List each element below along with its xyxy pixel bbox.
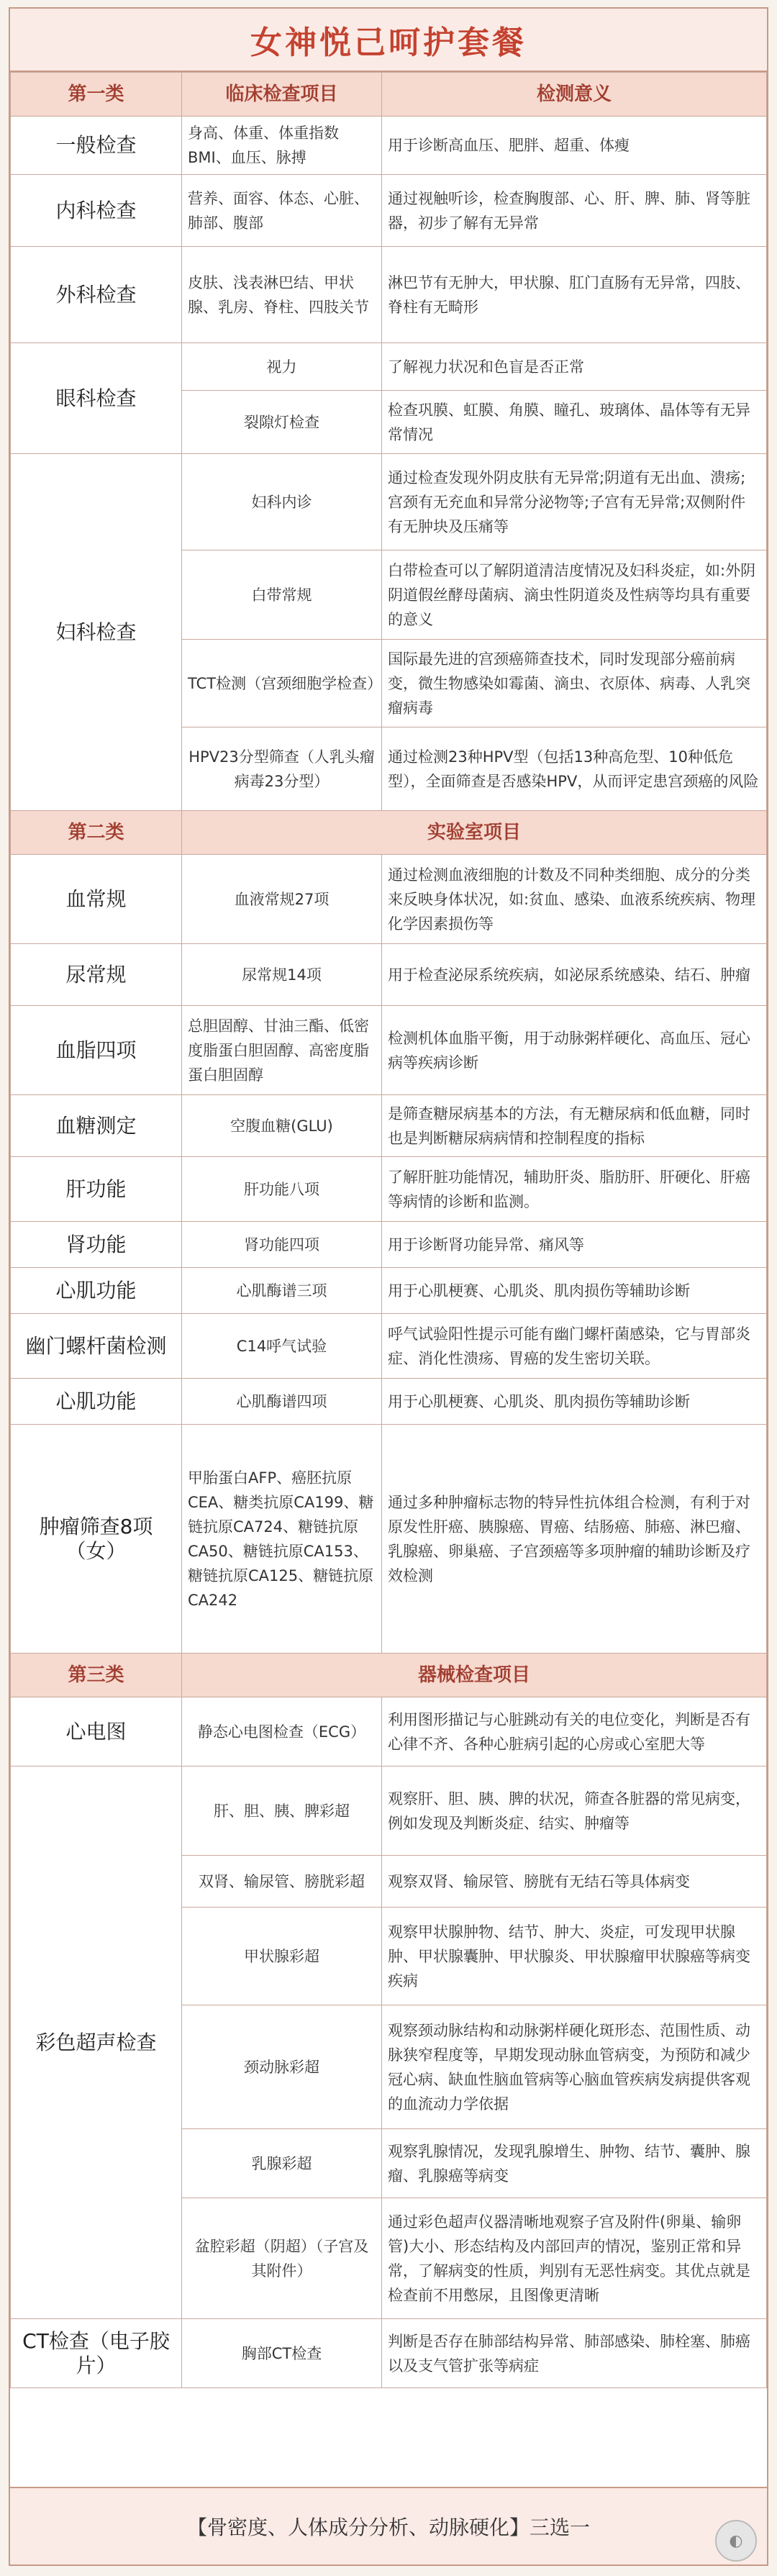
table-row <box>11 1767 767 1856</box>
row-desc: 了解肝脏功能情况，辅助肝炎、脂肪肝、肝硬化、肝癌等病情的诊断和监测。 <box>382 1157 767 1222</box>
header-meaning: 检测意义 <box>382 73 767 117</box>
row-desc: 呼气试验阳性提示可能有幽门螺杆菌感染，它与胃部炎症、消化性溃疡、胃癌的发生密切关联。 <box>382 1314 767 1379</box>
table-row <box>11 1697 767 1767</box>
row-desc: 是筛查糖尿病基本的方法，有无糖尿病和低血糖，同时也是判断糖尿病病情和控制程度的指标 <box>382 1095 767 1157</box>
table-row <box>11 1006 767 1095</box>
row-item: 视力 <box>182 343 382 391</box>
row-category: 彩色超声检查 <box>11 1767 182 2319</box>
row-category: 肿瘤筛查8项（女） <box>11 1425 182 1654</box>
row-item: 妇科内诊 <box>182 454 382 550</box>
row-item: 白带常规 <box>182 550 382 640</box>
row-item: HPV23分型筛查（人乳头瘤病毒23分型） <box>182 727 382 811</box>
row-item: 总胆固醇、甘油三酯、低密度脂蛋白胆固醇、高密度脂蛋白胆固醇 <box>182 1006 382 1095</box>
table-row <box>11 1268 767 1314</box>
row-desc: 通过检测23种HPV型（包括13种高危型、10种低危型），全面筛查是否感染HPV，从而评定患宫颈癌的风险 <box>382 727 767 811</box>
row-item: C14呼气试验 <box>182 1314 382 1379</box>
section-header-row <box>11 1654 767 1697</box>
row-category: 幽门螺杆菌检测 <box>11 1314 182 1379</box>
row-item: 静态心电图检查（ECG） <box>182 1697 382 1767</box>
row-item: 颈动脉彩超 <box>182 2005 382 2129</box>
row-desc: 观察甲状腺肿物、结节、肿大、炎症，可发现甲状腺肿、甲状腺囊肿、甲状腺炎、甲状腺瘤甲状腺癌等病变疾病 <box>382 1908 767 2005</box>
row-item: 裂隙灯检查 <box>182 391 382 454</box>
row-category: 尿常规 <box>11 944 182 1006</box>
row-desc: 观察肝、胆、胰、脾的状况，筛查各脏器的常见病变，例如发现及判断炎症、结实、肿瘤等 <box>382 1767 767 1856</box>
row-desc: 利用图形描记与心脏跳动有关的电位变化，判断是否有心律不齐、各种心脏病引起的心房或心室肥大等 <box>382 1697 767 1767</box>
row-desc: 淋巴节有无肿大，甲状腺、肛门直肠有无异常，四肢、脊柱有无畸形 <box>382 247 767 343</box>
row-category: 外科检查 <box>11 247 182 343</box>
row-desc: 用于诊断肾功能异常、痛风等 <box>382 1222 767 1268</box>
row-category: 心肌功能 <box>11 1268 182 1314</box>
table-row <box>11 2319 767 2388</box>
row-desc: 通过检测血液细胞的计数及不同种类细胞、成分的分类来反映身体状况，如:贫血、感染、血液系统疾病、物理化学因素损伤等 <box>382 855 767 944</box>
row-desc: 用于诊断高血压、肥胖、超重、体瘦 <box>382 117 767 175</box>
table-row <box>11 1095 767 1157</box>
footer-note: 【骨密度、人体成分分析、动脉硬化】三选一 <box>10 2487 767 2564</box>
row-desc: 通过检查发现外阴皮肤有无异常;阴道有无出血、溃疡;宫颈有无充血和异常分泌物等;子宫有无异常;双侧附件有无肿块及压痛等 <box>382 454 767 550</box>
row-desc: 国际最先进的宫颈癌筛查技术，同时发现部分癌前病变，微生物感染如霉菌、滴虫、衣原体、病毒、人乳突瘤病毒 <box>382 640 767 727</box>
row-item: 肝功能八项 <box>182 1157 382 1222</box>
row-desc: 用于检查泌尿系统疾病，如泌尿系统感染、结石、肿瘤 <box>382 944 767 1006</box>
row-item: 甲胎蛋白AFP、癌胚抗原CEA、糖类抗原CA199、糖链抗原CA724、糖链抗原CA50、糖链抗原CA153、糖链抗原CA125、糖链抗原CA242 <box>182 1425 382 1654</box>
row-category: 血糖测定 <box>11 1095 182 1157</box>
checkup-table <box>10 72 767 2388</box>
row-desc: 用于心肌梗赛、心肌炎、肌肉损伤等辅助诊断 <box>382 1379 767 1425</box>
table-row <box>11 1157 767 1222</box>
table-row <box>11 1314 767 1379</box>
section-title: 实验室项目 <box>182 811 767 855</box>
table-row <box>11 1425 767 1654</box>
table-row <box>11 1222 767 1268</box>
header-category: 第一类 <box>11 73 182 117</box>
row-desc: 判断是否存在肺部结构异常、肺部感染、肺栓塞、肺癌以及支气管扩张等病症 <box>382 2319 767 2388</box>
row-item: 乳腺彩超 <box>182 2129 382 2198</box>
row-desc: 检测机体血脂平衡，用于动脉粥样硬化、高血压、冠心病等疾病诊断 <box>382 1006 767 1095</box>
row-item: 肾功能四项 <box>182 1222 382 1268</box>
row-category: 血脂四项 <box>11 1006 182 1095</box>
table-row <box>11 454 767 550</box>
table-row <box>11 1379 767 1425</box>
table-row <box>11 944 767 1006</box>
row-desc: 通过视触听诊，检查胸腹部、心、肝、脾、肺、肾等脏器，初步了解有无异常 <box>382 175 767 247</box>
row-category: 眼科检查 <box>11 343 182 454</box>
row-item: 双肾、输尿管、膀胱彩超 <box>182 1856 382 1908</box>
row-item: 盆腔彩超（阴超）（子宫及其附件） <box>182 2198 382 2319</box>
section-category: 第二类 <box>11 811 182 855</box>
row-category: 肾功能 <box>11 1222 182 1268</box>
row-category: 肝功能 <box>11 1157 182 1222</box>
row-item: 心肌酶谱三项 <box>182 1268 382 1314</box>
table-row <box>11 855 767 944</box>
row-category: 心电图 <box>11 1697 182 1767</box>
page-title: 女神悦己呵护套餐 <box>10 9 767 72</box>
row-desc: 通过彩色超声仪器清晰地观察子宫及附件(卵巢、输卵管)大小、形态结构及内部回声的情况，鉴别正常和异常，了解病变的性质，判别有无恶性病变。其优点就是检查前不用憋尿，且图像更清晰 <box>382 2198 767 2319</box>
watermark-logo-icon: ◐ <box>715 2520 757 2562</box>
row-desc: 检查巩膜、虹膜、角膜、瞳孔、玻璃体、晶体等有无异常情况 <box>382 391 767 454</box>
row-item: 血液常规27项 <box>182 855 382 944</box>
row-desc: 白带检查可以了解阴道清洁度情况及妇科炎症，如:外阴阴道假丝酵母菌病、滴虫性阴道炎及性病等均具有重要的意义 <box>382 550 767 640</box>
row-desc: 观察乳腺情况，发现乳腺增生、肿物、结节、囊肿、腺瘤、乳腺癌等病变 <box>382 2129 767 2198</box>
table-header-row <box>11 73 767 117</box>
section-title: 器械检查项目 <box>182 1654 767 1697</box>
row-desc: 用于心肌梗赛、心肌炎、肌肉损伤等辅助诊断 <box>382 1268 767 1314</box>
header-items: 临床检查项目 <box>182 73 382 117</box>
row-item: 皮肤、浅表淋巴结、甲状腺、乳房、脊柱、四肢关节 <box>182 247 382 343</box>
row-category: 一般检查 <box>11 117 182 175</box>
row-category: 血常规 <box>11 855 182 944</box>
row-desc: 观察颈动脉结构和动脉粥样硬化斑形态、范围性质、动脉狭窄程度等，早期发现动脉血管病变，为预防和减少冠心病、缺血性脑血管病等心脑血管疾病发病提供客观的血流动力学依据 <box>382 2005 767 2129</box>
row-item: 肝、胆、胰、脾彩超 <box>182 1767 382 1856</box>
row-desc: 观察双肾、输尿管、膀胱有无结石等具体病变 <box>382 1856 767 1908</box>
table-row <box>11 175 767 247</box>
row-category: CT检查（电子胶片） <box>11 2319 182 2388</box>
table-row <box>11 247 767 343</box>
table-row <box>11 343 767 391</box>
row-category: 内科检查 <box>11 175 182 247</box>
table-row <box>11 117 767 175</box>
row-item: 尿常规14项 <box>182 944 382 1006</box>
row-category: 心肌功能 <box>11 1379 182 1425</box>
section-header-row <box>11 811 767 855</box>
row-item: TCT检测（宫颈细胞学检查） <box>182 640 382 727</box>
row-category: 妇科检查 <box>11 454 182 811</box>
row-desc: 了解视力状况和色盲是否正常 <box>382 343 767 391</box>
package-card <box>9 7 768 2566</box>
row-item: 营养、面容、体态、心脏、肺部、腹部 <box>182 175 382 247</box>
row-item: 心肌酶谱四项 <box>182 1379 382 1425</box>
row-item: 甲状腺彩超 <box>182 1908 382 2005</box>
row-item: 空腹血糖(GLU) <box>182 1095 382 1157</box>
row-item: 身高、体重、体重指数BMI、血压、脉搏 <box>182 117 382 175</box>
row-desc: 通过多种肿瘤标志物的特异性抗体组合检测，有利于对原发性肝癌、胰腺癌、胃癌、结肠癌、肺癌、淋巴瘤、乳腺癌、卵巢癌、子宫颈癌等多项肿瘤的辅助诊断及疗效检测 <box>382 1425 767 1654</box>
section-category: 第三类 <box>11 1654 182 1697</box>
row-item: 胸部CT检查 <box>182 2319 382 2388</box>
